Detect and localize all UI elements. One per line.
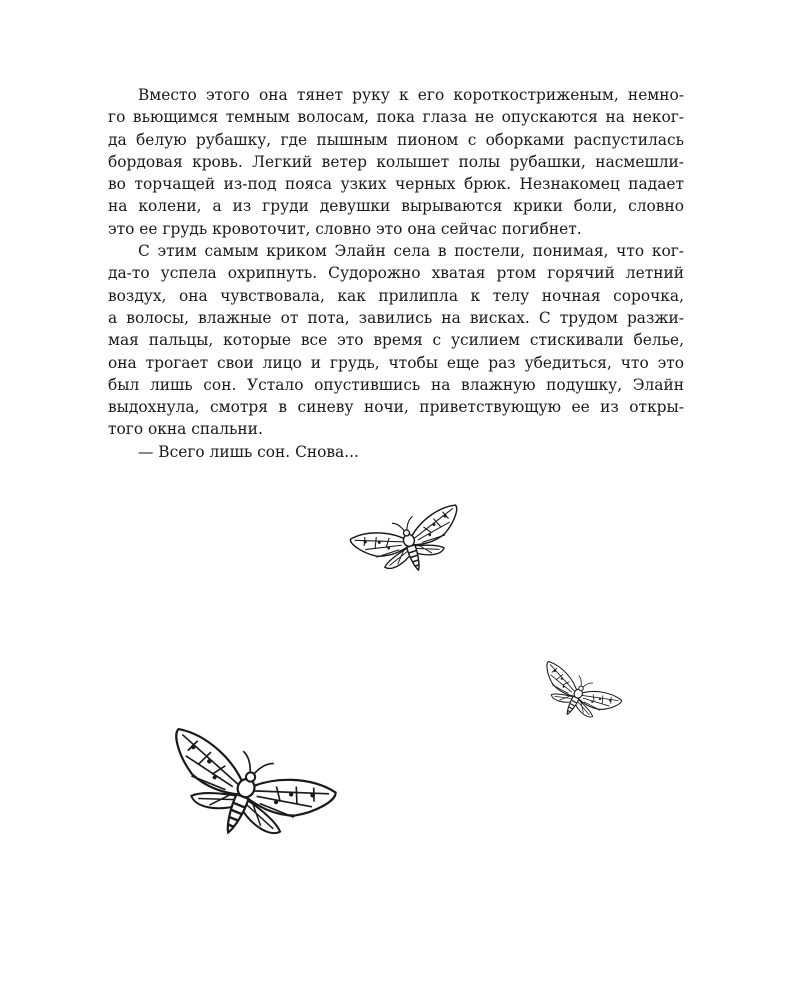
paragraph-2-line-7: был лишь сон. Устало опустившись на влажную подушку, Элайн xyxy=(108,375,684,394)
paragraph-1-line-6: на колени, а из груди девушки вырываются крики боли, словно xyxy=(108,197,684,216)
paragraph-2-line-5: мая пальцы, которые все это время с усилием стискивали белье, xyxy=(108,331,684,350)
paragraph-1-line-7: это ее грудь кровоточит, словно это она сейчас погибнет. xyxy=(108,219,582,238)
moth-illustration-top xyxy=(350,505,470,585)
moth-illustration-right xyxy=(532,665,622,745)
paragraph-2-line-4: а волосы, влажные от пота, завились на висках. С трудом разжи- xyxy=(108,308,684,327)
moth-illustration-bottom-left xyxy=(152,738,336,853)
moth-icon xyxy=(350,505,470,585)
paragraph-1-line-3: да белую рубашку, где пышным пионом с оборками распустилась xyxy=(108,130,684,149)
moth-icon xyxy=(532,665,622,745)
paragraph-2-line-6: она трогает свои лицо и грудь, чтобы еще раз убедиться, что это xyxy=(108,353,684,372)
paragraph-1-line-5: во торчащей из-под пояса узких черных брюк. Незнакомец падает xyxy=(108,175,684,194)
paragraph-1-line-1: Вместо этого она тянет руку к его короткостриженым, немно- xyxy=(138,86,684,104)
paragraph-1-line-2: го вьющимся темным волосам, пока глаза не опускаются на неког- xyxy=(108,108,684,127)
dialogue-line: — Всего лишь сон. Снова... xyxy=(138,442,359,461)
paragraph-2-line-3: воздух, она чувствовала, как прилипла к телу ночная сорочка, xyxy=(108,286,684,305)
body-text xyxy=(108,84,684,463)
moth-icon xyxy=(152,738,336,853)
paragraph-2-line-1: С этим самым криком Элайн села в постели, понимая, что ког- xyxy=(138,242,684,261)
paragraph-1-line-4: бордовая кровь. Легкий ветер колышет полы рубашки, насмешли- xyxy=(108,152,684,171)
paragraph-2-line-8: выдохнула, смотря в синеву ночи, приветствующую ее из откры- xyxy=(108,398,684,417)
paragraph-2-line-2: да-то успела охрипнуть. Судорожно хватая ртом горячий летний xyxy=(108,264,684,283)
paragraph-2-line-9: того окна спальни. xyxy=(108,420,263,439)
